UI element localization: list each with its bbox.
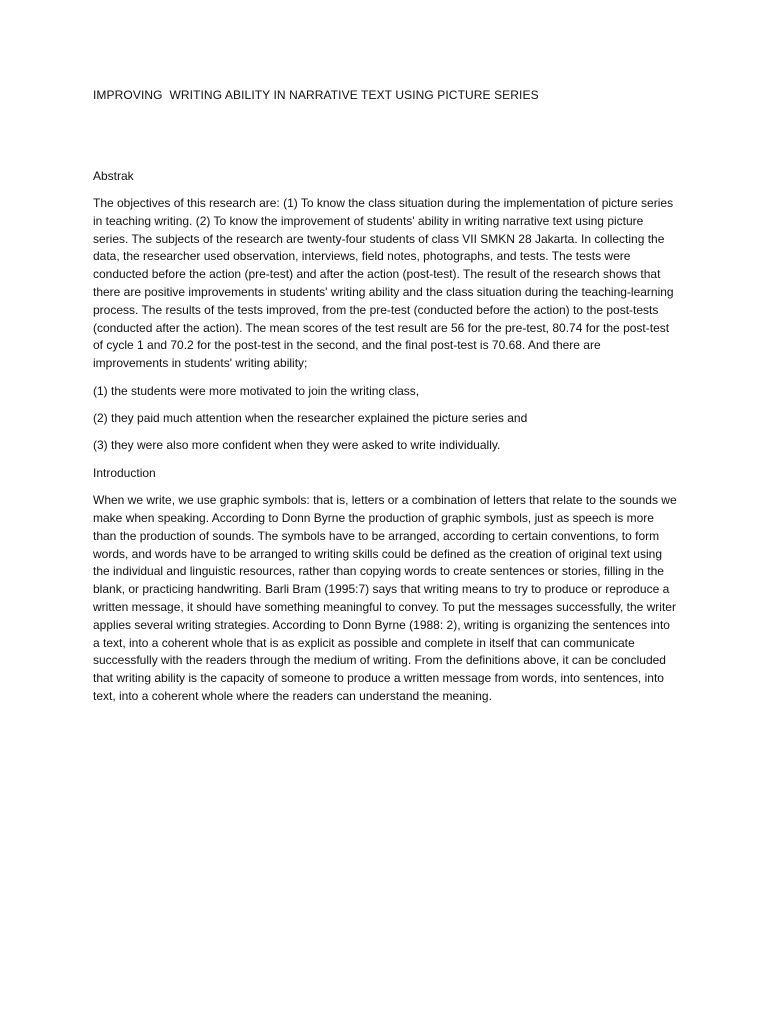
- abstract-list-item-3: (3) they were also more confident when they were asked to write individually.: [93, 438, 501, 453]
- introduction-paragraph: When we write, we use graphic symbols: that is, letters or a combination of letters that relate to the sounds we make when speaking. According to Donn Byrne the production of graphic symbols, just as speech is more than the production of sounds. The symbols have to be arranged, according to certain conventions, to form words, and words have to be arranged to writing skills could be defined as the creation of original text using the individual and linguistic resources, rather than copying words to create sentences or stories, filling in the blank, or practicing handwriting. Barli Bram (1995:7) says that writing means to try to produce or reproduce a written message, it should have something meaningful to convey. To put the messages successfully, the writer applies several writing strategies. According to Donn Byrne (1988: 2), writing is organizing the sentences into a text, into a coherent whole that is as explicit as possible and complete in itself that can communicate successfully with the readers through the medium of writing. From the definitions above, it can be concluded that writing ability is the capacity of someone to produce a written message from words, into sentences, into text, into a coherent whole where the readers can understand the meaning.: [93, 493, 677, 703]
- abstract-paragraph: The objectives of this research are: (1) To know the class situation during the implementation of picture series in teaching writing. (2) To know the improvement of students' ability in writing narrative text using picture series. The subjects of the research are twenty-four students of class VII SMKN 28 Jakarta. In collecting the data, the researcher used observation, interviews, field notes, photographs, and tests. The tests were conducted before the action (pre-test) and after the action (post-test). The result of the research shows that there are positive improvements in students' writing ability and the class situation during the teaching-learning process. The results of the tests improved, from the pre-test (conducted before the action) to the post-tests (conducted after the action). The mean scores of the test result are 56 for the pre-test, 80.74 for the post-test of cycle 1 and 70.2 for the post-test in the second, and the final post-test is 70.68. And there are improvements in students' writing ability;: [93, 196, 674, 371]
- abstract-heading: Abstrak: [93, 169, 134, 183]
- document-title: IMPROVING WRITING ABILITY IN NARRATIVE TEXT USING PICTURE SERIES: [93, 88, 539, 102]
- abstract-list-item-1: (1) the students were more motivated to join the writing class,: [93, 383, 420, 398]
- abstract-list-item-2: (2) they paid much attention when the researcher explained the picture series and: [93, 410, 528, 425]
- document-body: [93, 195, 678, 715]
- document-page: [93, 0, 678, 1024]
- introduction-heading: Introduction: [93, 465, 156, 480]
